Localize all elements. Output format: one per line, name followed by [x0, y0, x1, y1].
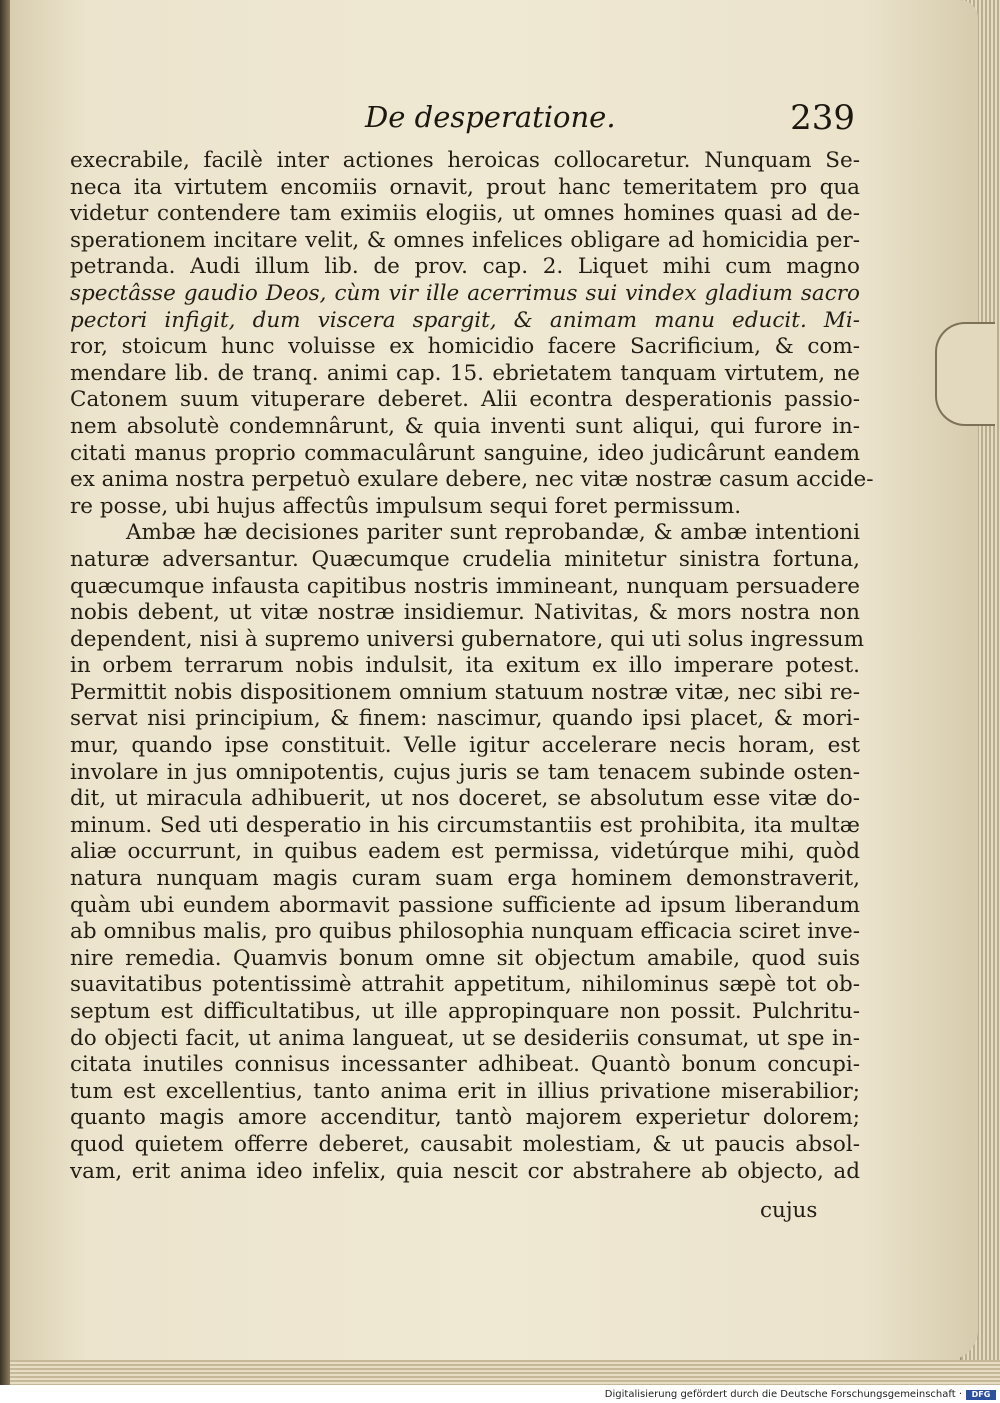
text-line: pectori infigit, dum viscera spargit, & animam manu educit. Mi-: [70, 307, 860, 333]
text-line: aliæ occurrunt, in quibus eadem est permissa, videtúrque mihi, quòd: [70, 839, 860, 865]
text-line: mur, quando ipse constituit. Velle igitur accelerare necis horam, est: [70, 733, 860, 759]
text-line: naturæ adversantur. Quæcumque crudelia minitetur sinistra fortuna,: [70, 546, 860, 572]
text-line: quæcumque infausta capitibus nostris immineant, nunquam persuadere: [70, 573, 860, 599]
footer-bar: [0, 1388, 1000, 1403]
text-line: dependent, nisi à supremo universi gubernatore, qui uti solus ingressum: [70, 626, 865, 652]
text-line: vam, erit anima ideo infelix, quia nescit cor abstrahere ab objecto, ad: [70, 1158, 860, 1184]
text-line: citata inutiles connisus incessanter adhibeat. Quantò bonum concupi-: [70, 1052, 860, 1078]
bookmark-tab: [935, 322, 995, 426]
dfg-logo: DFG: [966, 1390, 996, 1400]
text-line: videtur contendere tam eximiis elogiis, ut omnes homines quasi ad de-: [70, 201, 860, 227]
text-line: natura nunquam magis curam suam erga hominem demonstraverit,: [70, 866, 860, 892]
digitization-credit: Digitalisierung gefördert durch die Deutsche Forschungsgemeinschaft ·: [604, 1389, 962, 1400]
page-header: [365, 98, 855, 138]
text-line: Catonem suum vituperare deberet. Alii econtra desperationis passio-: [70, 387, 860, 413]
text-line: quàm ubi eundem abormavit passione sufficiente ad ipsum liberandum: [70, 892, 860, 918]
text-line: tum est excellentius, tanto anima erit in illius privatione miserabilior;: [70, 1078, 860, 1104]
text-line: mendare lib. de tranq. animi cap. 15. ebrietatem tanquam virtutem, ne: [70, 360, 860, 386]
running-head: De desperatione.: [365, 100, 616, 134]
text-line: septum est difficultatibus, ut ille appropinquare non possit. Pulchritu-: [70, 999, 860, 1024]
text-line: ror, stoicum hunc voluisse ex homicidio facere Sacrificium, & com-: [70, 334, 860, 360]
text-line: execrabile, facilè inter actiones heroicas collocaretur. Nunquam Se-: [70, 148, 860, 173]
text-line: suavitatibus potentissimè attrahit appetitum, nihilominus sæpè tot ob-: [70, 972, 860, 998]
text-line: nem absolutè condemnârunt, & quia inventi sunt aliqui, qui furore in-: [70, 413, 860, 439]
page-number: 239: [790, 98, 855, 138]
text-line: do objecti facit, ut anima langueat, ut se desideriis consumat, ut spe in-: [70, 1025, 860, 1051]
text-line: re posse, ubi hujus affectûs impulsum sequi foret permissum.: [70, 493, 742, 519]
text-line: nobis debent, ut vitæ nostræ insidiemur. Nativitas, & mors nostra non: [70, 600, 860, 626]
text-line: in orbem terrarum nobis indulsit, ita exitum ex illo imperare potest.: [70, 653, 860, 679]
text-line: quanto magis amore accenditur, tantò majorem experietur dolorem;: [70, 1105, 860, 1131]
text-line: ex anima nostra perpetuò exulare debere, nec vitæ nostræ casum accide-: [70, 467, 874, 493]
text-line: spectâsse gaudio Deos, cùm vir ille acerrimus sui vindex gladium sacro: [70, 280, 860, 306]
text-line: citati manus proprio commaculârunt sanguine, ideo judicârunt eandem: [70, 440, 860, 466]
text-line: minum. Sed uti desperatio in his circumstantiis est prohibita, ita multæ: [70, 812, 860, 838]
page-stack-bottom: [10, 1360, 1000, 1385]
text-line: quod quietem offerre deberet, causabit molestiam, & ut paucis absol-: [70, 1131, 860, 1157]
text-line: sperationem incitare velit, & omnes infelices obligare ad homicidia per-: [70, 227, 860, 253]
text-line: dit, ut miracula adhibuerit, ut nos doceret, se absolutum esse vitæ do-: [70, 786, 860, 812]
text-line: neca ita virtutem encomiis ornavit, prout hanc temeritatem pro qua: [70, 174, 860, 200]
text-line: Permittit nobis dispositionem omnium statuum nostræ vitæ, nec sibi re-: [70, 679, 860, 705]
text-line: nire remedia. Quamvis bonum omne sit objectum amabile, quod suis: [70, 945, 860, 971]
text-line: involare in jus omnipotentis, cujus juris se tam tenacem subinde osten-: [70, 759, 860, 785]
text-line: servat nisi principium, & finem: nascimur, quando ipsi placet, & mori-: [70, 706, 860, 732]
text-line: Ambæ hæ decisiones pariter sunt reprobandæ, & ambæ intentioni: [126, 520, 860, 546]
catchword: cujus: [760, 1198, 818, 1223]
body-text: [70, 148, 874, 1185]
text-line: ab omnibus malis, pro quibus philosophia nunquam efficacia sciret inve-: [70, 919, 860, 945]
text-line: petranda. Audi illum lib. de prov. cap. 2. Liquet mihi cum magno: [70, 254, 860, 280]
